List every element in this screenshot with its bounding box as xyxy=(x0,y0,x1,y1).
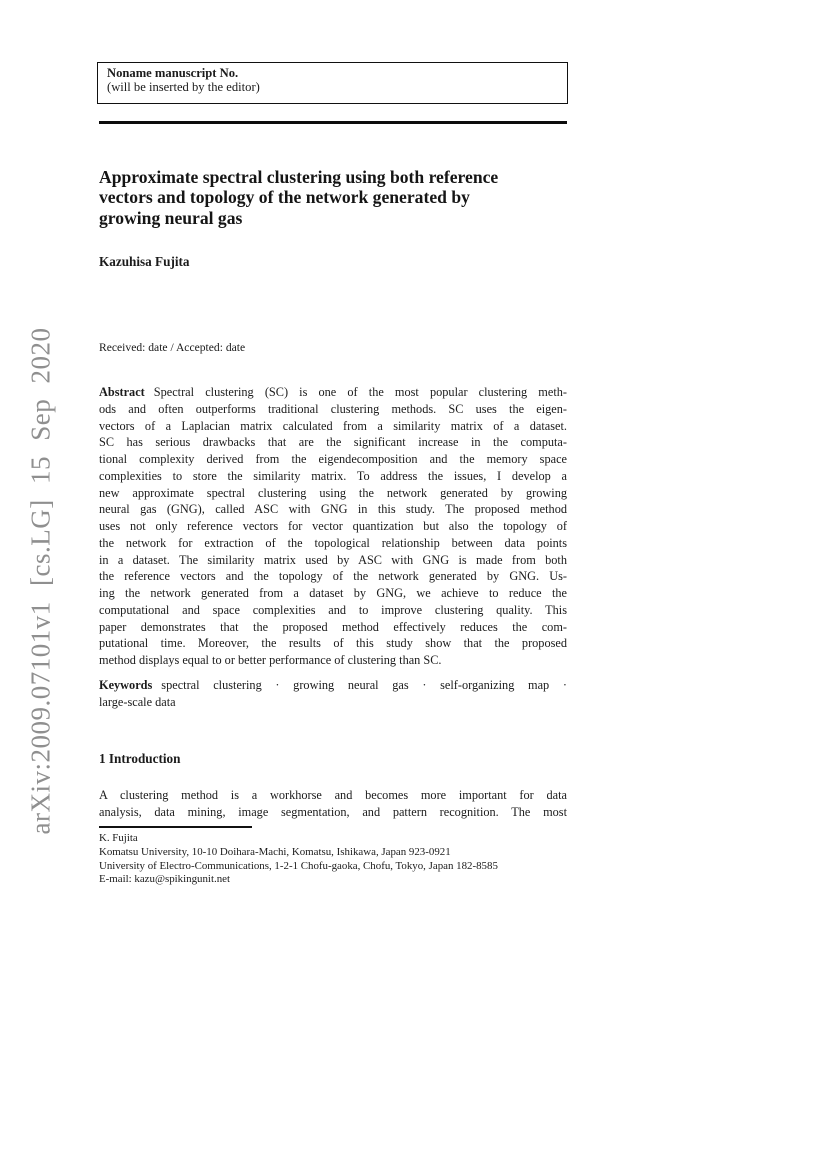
keywords-first-line-text: spectral clustering · growing neural gas · self-organizing map · xyxy=(161,678,567,692)
abstract-first-line-text: Spectral clustering (SC) is one of the most popular clustering meth- xyxy=(153,385,567,399)
keywords-label: Keywords xyxy=(99,678,153,692)
paper-title xyxy=(99,167,579,228)
footnote-email: E-mail: kazu@spikingunit.net xyxy=(99,873,231,886)
section-1-heading: 1 Introduction xyxy=(99,751,181,766)
footnote-affiliation-2: University of Electro-Communications, 1-2-1 Chofu-gaoka, Chofu, Tokyo, Japan 182-8585 xyxy=(99,859,498,872)
arxiv-watermark: arXiv:2009.07101v1 [cs.LG] 15 Sep 2020 xyxy=(25,327,56,835)
abstract-section xyxy=(99,384,567,669)
title-line-2: vectors and topology of the network generated by xyxy=(99,187,470,208)
introduction-paragraph: A clustering method is a workhorse and becomes more important for data analysis, data mining, image segmentation, and pattern recognition. The most xyxy=(99,788,567,819)
abstract-last-line: method displays equal to or better performance of clustering than SC. xyxy=(99,653,442,667)
footnote-author: K. Fujita xyxy=(99,832,138,844)
header-rule xyxy=(99,121,567,124)
footnote-rule xyxy=(99,826,252,828)
title-line-3: growing neural gas xyxy=(99,207,243,228)
keywords-first-line xyxy=(99,677,567,694)
abstract-body: ods and often outperforms traditional clustering methods. SC uses the eigen- vectors of a Laplacian matrix calculated from a similarity matrix of a dataset. SC has serious drawbacks that are the significant increase in the computa- tional complexity derived from the eigendecomposition and the memory space complexities to store the similarity matrix. To address the issues, I develop a new approximate spectral clustering using the network generated by growing neural gas (GNG), called ASC with GNG in this study. The proposed method uses not only reference vectors for vector quantization but also the topology of the network for extraction of the topological relationship between data points in a dataset. The similarity matrix used by ASC with GNG is made from both the reference vectors and the topology of the network generated by GNG. Us- ing the network generated from a dataset by GNG, we achieve to reduce the computational and space complexities and to improve clustering quality. This paper demonstrates that the proposed method effectively reduces the com- putational time. Moreover, the results of this study show that the proposed xyxy=(99,401,567,651)
keywords-last-line: large-scale data xyxy=(99,694,176,709)
footnote-block xyxy=(99,832,579,887)
journal-name-line: Noname manuscript No. xyxy=(107,66,239,80)
journal-header-box xyxy=(97,62,568,104)
author-name: Kazuhisa Fujita xyxy=(99,254,190,269)
abstract-label: Abstract xyxy=(99,385,145,399)
received-accepted-line: Received: date / Accepted: date xyxy=(99,341,246,354)
abstract-first-line xyxy=(99,384,567,401)
keywords-section xyxy=(99,677,567,711)
title-line-1: Approximate spectral clustering using both reference xyxy=(99,167,499,187)
footnote-affiliation-1: Komatsu University, 10-10 Doihara-Machi, Komatsu, Ishikawa, Japan 923-0921 xyxy=(99,845,451,858)
journal-editor-line: (will be inserted by the editor) xyxy=(107,79,260,94)
